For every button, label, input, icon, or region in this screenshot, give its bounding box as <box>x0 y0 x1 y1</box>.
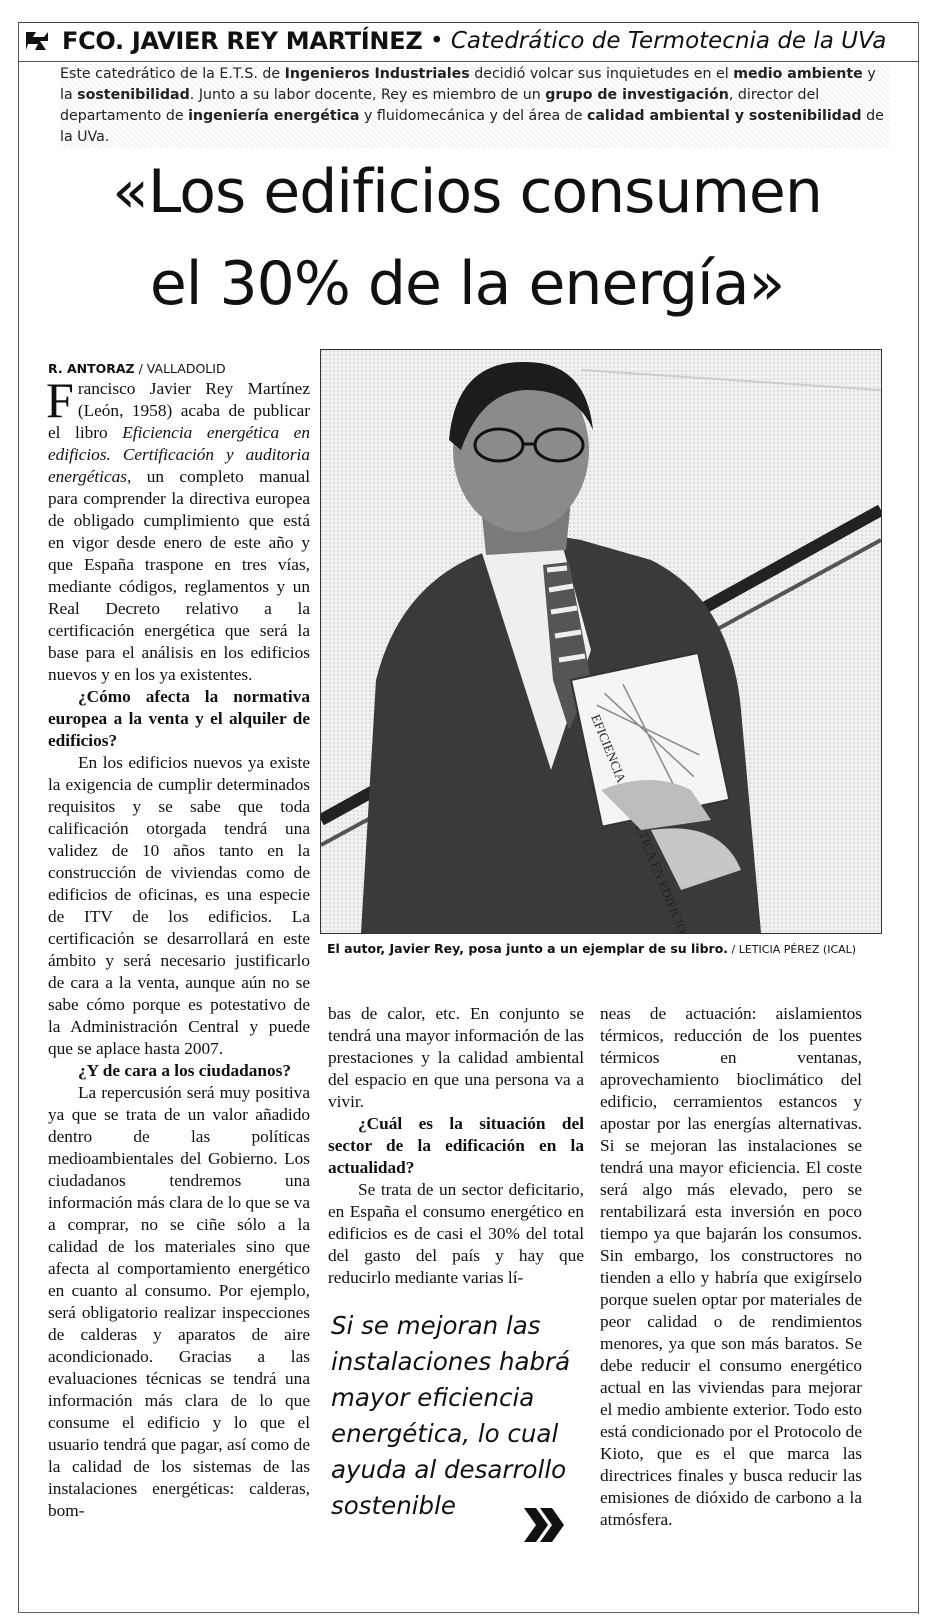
headline <box>22 146 912 330</box>
answer-1: En los edificios nuevos ya existe la exigencia de cumplir determinados requisitos y se sabe que toda calificación otorgada tendrá una validez de 10 años tanto en la construcción de viviendas como de edificios de oficinas, es una especie de ITV de los edificios. La certificación se desarrollará en este ámbito y será necesario justificarlo de cara a la venta, aunque aún no se sabe cómo porque es potestativo de la Administración Central y puede que se aplace hasta 2007. <box>48 753 310 1058</box>
article-column-3 <box>600 1003 862 1531</box>
headline-line-1: «Los edificios consumen <box>112 157 822 227</box>
answer-2-continued: bas de calor, etc. En conjunto se tendrá una mayor información de las prestaciones y la calidad ambiental del espacio en que una persona va a vivir. <box>328 1004 584 1111</box>
pull-quote: Si se mejoran las instalaciones habrá mayor eficiencia energética, lo cual ayuda al desarrollo sostenible <box>331 1311 571 1520</box>
profile-intro: Este catedrático de la E.T.S. de Ingenieros Industriales decidió volcar sus inquietudes en el medio ambiente y la sostenibilidad. Junto a su labor docente, Rey es miembro de un grupo de investigación, director del departamento de ingeniería energética y fluidomecánica y del área de calidad ambiental y sostenibilidad de la UVa. <box>60 64 890 148</box>
frame-top-rule <box>18 22 918 23</box>
answer-3-continued: neas de actuación: aislamientos térmicos, reducción de los puentes térmicos en ventanas, aprovechamiento bioclimático del edificio, cerramientos estancos y apostar por las energías alternativas. Si se mejoran las instalaciones se tendrá una mayor eficiencia. El coste será algo más elevado, pero se rentabilizará esta inversión en poco tiempo ya que bajarán los consumos. Sin embargo, los constructores no tienden a ello y habría que exigírselo porque suelen optar por materiales de peor calidad o de rendimientos menores, ya que son más baratos. Se debe reducir el consumo energético actual en las viviendas para mejorar el medio ambiente exterior. Todo esto está condicionado por el Protocolo de Kioto, que es el que marca las directrices finales y busca reducir las emisiones de dióxido de carbono a la atmósfera. <box>600 1004 862 1529</box>
article-column-1 <box>48 360 310 1522</box>
question-2: ¿Y de cara a los ciudadanos? <box>78 1061 291 1080</box>
answer-3: Se trata de un sector deficitario, en España el consumo energético en edificios es de casi el 30% del total del gasto del país y hay que reducirlo mediante varias lí- <box>328 1180 584 1287</box>
profile-name: FCO. JAVIER REY MARTÍNEZ <box>62 27 423 55</box>
photo-credit: / LETICIA PÉREZ (ICAL) <box>728 943 857 956</box>
question-3: ¿Cuál es la situación del sector de la edificación en la actualidad? <box>328 1114 584 1177</box>
article-column-2 <box>328 1003 584 1289</box>
lead-paragraph: Francisco Javier Rey Martínez (León, 1958) acaba de publicar el libro Eficiencia energética en edificios. Certificación y auditoria energéticas, un completo manual para comprender la directiva europea de obligado cumplimiento que está en vigor desde enero de este año y que España traspone en tres vías, mediante códigos, reglamentos y un Real Decreto relativo a la certificación energética que será la base para el análisis en los edificios nuevos y en los ya existentes. <box>46 372 310 684</box>
photo-caption: El autor, Javier Rey, posa junto a un ejemplar de su libro. / LETICIA PÉREZ (ICAL) <box>327 941 857 956</box>
profile-role: • Catedrático de Termotecnia de la UVa <box>430 28 887 54</box>
frame-left-rule <box>18 22 19 1612</box>
frame-bottom-rule <box>18 1612 918 1613</box>
headline-line-2: el 30% de la energía» <box>149 249 785 319</box>
answer-2: La repercusión será muy positiva ya que se trata de un valor añadido dentro de las políticas medioambientales del Gobierno. Los ciudadanos tendremos una información más clara de lo que se va a comprar, no se ciñe sólo a la calidad de los materiales sino que afecta al comportamiento energético en cuanto al consumo. Por ejemplo, será obligatorio realizar inspecciones de calderas y aparatos de aire acondicionado. Gracias a las evaluaciones técnicas se tendrá una información más clara de lo que consume el edificio y lo que el usuario tendrá que pagar, así como de la calidad de los sistemas de las instalaciones energéticas: calderas, bom- <box>48 1083 310 1520</box>
author-photo <box>320 349 882 934</box>
profile-header <box>24 25 914 59</box>
byline: R. ANTORAZ / VALLADOLID <box>48 361 226 376</box>
double-chevron-icon <box>520 1505 570 1545</box>
photo-illustration <box>321 350 881 933</box>
frame-right-rule <box>918 22 919 1614</box>
question-1: ¿Cómo afecta la normativa europea a la venta y el alquiler de edificios? <box>48 687 310 750</box>
header-rule <box>18 61 918 62</box>
book-title: EFICIENCIA EN EDIFICIOS <box>588 712 693 933</box>
newspaper-logo-icon <box>24 29 50 53</box>
drop-cap: F <box>46 372 74 428</box>
